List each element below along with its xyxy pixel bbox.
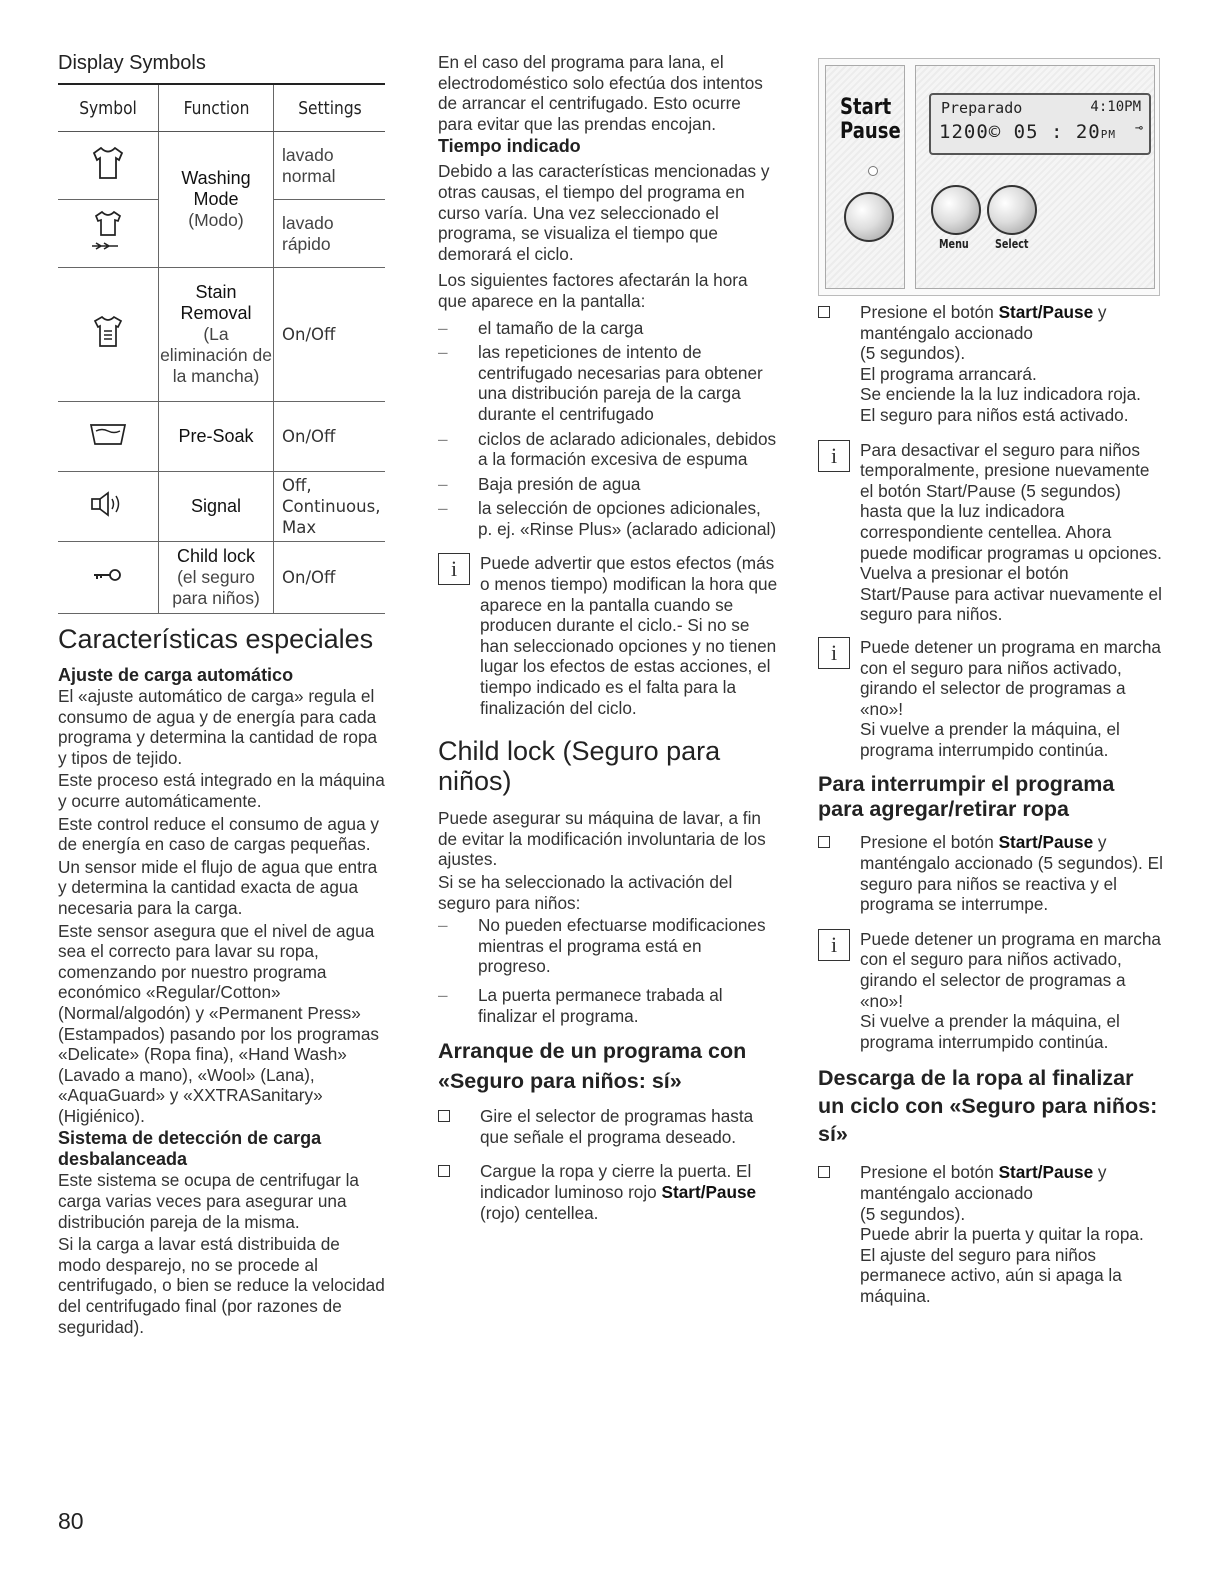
setting-cell: lavado rápido bbox=[274, 200, 386, 268]
display-symbols-table bbox=[58, 83, 385, 614]
info-icon: i bbox=[818, 929, 850, 961]
function-child-lock bbox=[159, 542, 274, 614]
step-line: (5 segundos). bbox=[860, 343, 966, 364]
lcd-time: 4:10PM bbox=[1090, 99, 1141, 115]
col-header-function: Function bbox=[167, 84, 266, 132]
step-text: Presione el botón Start/Pause y manténgalo accionado bbox=[860, 1162, 1107, 1203]
function-label: Child lock bbox=[176, 546, 256, 566]
info-text: Puede detener un programa en marcha con el seguro para niños activado, girando el selector de programas a «no»! bbox=[860, 636, 1161, 719]
key-icon bbox=[58, 542, 159, 614]
paragraph: Si la carga a lavar está distribuida de modo desparejo, no se procede al centrifugado, o bien se reduce la velocidad del centrifugado final (por razones de seguridad). bbox=[58, 1234, 385, 1337]
lock-icon: ⊸ bbox=[1135, 121, 1143, 136]
function-washing-mode bbox=[159, 132, 274, 268]
stain-shirt-icon bbox=[58, 268, 159, 402]
step-line: El ajuste del seguro para niños permanece activo, aún si apaga la máquina. bbox=[860, 1244, 1122, 1306]
menu-label: Menu bbox=[939, 237, 969, 251]
info-text: Si vuelve a prender la máquina, el programa interrumpido continúa. bbox=[860, 719, 1120, 760]
paragraph: Este control reduce el consumo de agua y de energía en caso de cargas pequeñas. bbox=[58, 813, 380, 855]
sistema-section bbox=[58, 1170, 386, 1337]
heading-interrumpir: Para interrumpir el programa para agregar/retirar ropa bbox=[818, 772, 1115, 822]
table-title: Display Symbols bbox=[58, 52, 206, 74]
step-item bbox=[438, 1161, 778, 1223]
lcd-display bbox=[929, 93, 1151, 155]
menu-button[interactable] bbox=[931, 185, 981, 235]
info-icon: i bbox=[818, 637, 850, 669]
step-text: Gire el selector de programas hasta que señale el programa deseado. bbox=[480, 1106, 754, 1147]
paragraph: Este sistema se ocupa de centrifugar la carga varias veces para asegurar una distribución pareja de la misma. bbox=[58, 1170, 359, 1232]
led-indicator bbox=[868, 166, 878, 176]
step-text: Presione el botón Start/Pause y manténgalo accionado bbox=[860, 302, 1107, 343]
table-row bbox=[58, 132, 385, 200]
table-row bbox=[58, 268, 385, 402]
tub-icon bbox=[58, 402, 159, 472]
info-text: Si vuelve a prender la máquina, el programa interrumpido continúa. bbox=[860, 1011, 1120, 1052]
info-icon: i bbox=[818, 440, 850, 472]
checkbox-icon bbox=[818, 836, 830, 848]
function-pre-soak: Pre-Soak bbox=[159, 402, 274, 472]
paragraph: Los siguientes factores afectarán la hora que aparece en la pantalla: bbox=[438, 270, 748, 311]
shirt-icon bbox=[58, 132, 159, 200]
function-stain-removal bbox=[159, 268, 274, 402]
list-item: – el tamaño de la carga bbox=[438, 318, 778, 339]
control-panel-illustration bbox=[818, 58, 1160, 296]
paragraph: Un sensor mide el flujo de agua que entra y determina la cantidad exacta de agua necesaria para la carga. bbox=[58, 856, 378, 918]
step-line: Puede abrir la puerta y quitar la ropa. bbox=[860, 1224, 1144, 1245]
speaker-icon bbox=[58, 472, 159, 542]
table-row bbox=[58, 402, 385, 472]
function-sub: (La eliminación de la mancha) bbox=[160, 324, 272, 386]
list-item: – No pueden efectuarse modificaciones mientras el programa está en progreso. bbox=[438, 915, 778, 977]
heading-sistema: Sistema de detección de carga desbalanceada bbox=[58, 1128, 322, 1170]
childlock-list bbox=[438, 915, 778, 1026]
heading-child-lock: Child lock (Seguro para niños) bbox=[438, 736, 721, 797]
function-label: Stain Removal bbox=[180, 282, 252, 323]
col-header-symbol: Symbol bbox=[65, 84, 151, 132]
step-item bbox=[818, 1162, 1163, 1306]
function-sub: (Modo) bbox=[188, 210, 244, 230]
info-text: Puede advertir que estos efectos (más o menos tiempo) modifican la hora que aparece en la pantalla cuando se producen durante el ciclo.- Si no se han seleccionado opciones y no tienen lugar los efectos de estas acciones, el tiempo indicado es el falta para la finalización del ciclo. bbox=[480, 553, 778, 718]
step-text: Cargue la ropa y cierre la puerta. El indicador luminoso rojo Start/Pause (rojo) centellea. bbox=[480, 1161, 757, 1223]
function-label: Washing Mode bbox=[181, 168, 251, 209]
step-line: El programa arrancará. bbox=[860, 363, 1037, 384]
column-right bbox=[818, 58, 1163, 1321]
lcd-status: Preparado bbox=[941, 99, 1023, 117]
paragraph: Este sensor asegura que el nivel de agua sea el correcto para lavar su ropa, comenzando por nuestro programa económico «Regular/Cotton» (Normal/algodón) y «Permanent Press» (Estampados) pasando por los programas «Delicate» (Ropa fina), «Hand Wash» (Lavado a mano), «Wool» (Lana), «AquaGuard» y «XXTRASanitary» (Higiénico). bbox=[58, 920, 379, 1126]
step-line: (5 segundos). bbox=[860, 1203, 966, 1224]
paragraph: Puede asegurar su máquina de lavar, a fin de evitar la modificación involuntaria de los ajustes. bbox=[438, 808, 766, 870]
info-note bbox=[818, 440, 1163, 625]
info-note bbox=[818, 929, 1163, 1053]
list-item: – las repeticiones de intento de centrifugado necesarias para obtener una distribución pareja de la carga durante el centrifugado bbox=[438, 342, 778, 424]
info-text: Para desactivar el seguro para niños temporalmente, presione nuevamente el botón Start/Pause (5 segundos) hasta que la luz indicadora correspondiente centellea. Ahora puede modificar programas u opciones. Vuelva a presionar el botón Start/Pause para activar nuevamente el seguro para niños. bbox=[860, 439, 1162, 625]
step-item bbox=[818, 302, 1163, 426]
heading-descarga: Descarga de la ropa al finalizar un ciclo con «Seguro para niños: sí» bbox=[818, 1066, 1158, 1147]
step-line: Se enciende la la luz indicadora roja. bbox=[860, 384, 1141, 405]
select-button[interactable] bbox=[987, 185, 1037, 235]
checkbox-icon bbox=[818, 1166, 830, 1178]
start-pause-panel bbox=[825, 65, 905, 289]
shirt-fast-icon bbox=[58, 200, 159, 268]
step-text: Presione el botón Start/Pause y manténgalo accionado (5 segundos). El seguro para niños se reactiva y el programa se interrumpe. bbox=[860, 832, 1163, 915]
setting-cell: Off, Continuous, Max bbox=[274, 472, 386, 542]
list-item: – Baja presión de agua bbox=[438, 474, 778, 495]
info-note bbox=[438, 553, 778, 718]
checkbox-icon bbox=[438, 1110, 450, 1122]
step-item bbox=[438, 1106, 778, 1147]
page-number: 80 bbox=[58, 1508, 84, 1534]
paragraph: Debido a las características mencionadas y otras causas, el tiempo del programa en curso varía. Una vez seleccionado el programa, se visualiza el tiempo que demorará el ciclo. bbox=[438, 161, 770, 264]
list-item: – La puerta permanece trabada al finalizar el programa. bbox=[438, 985, 778, 1026]
list-item: – la selección de opciones adicionales, p. ej. «Rinse Plus» (aclarado adicional) bbox=[438, 498, 778, 539]
info-text: Puede detener un programa en marcha con el seguro para niños activado, girando el selector de programas a «no»! bbox=[860, 928, 1161, 1011]
checkbox-icon bbox=[438, 1165, 450, 1177]
list-item: – ciclos de aclarado adicionales, debidos a la formación excesiva de espuma bbox=[438, 429, 778, 470]
info-note bbox=[818, 637, 1163, 761]
column-left bbox=[58, 52, 386, 1339]
table-row bbox=[58, 542, 385, 614]
setting-cell: lavado normal bbox=[274, 132, 386, 200]
paragraph: Este proceso está integrado en la máquina y ocurre automáticamente. bbox=[58, 770, 385, 811]
function-signal: Signal bbox=[159, 472, 274, 542]
select-label: Select bbox=[995, 237, 1029, 251]
checkbox-icon bbox=[818, 306, 830, 318]
table-row bbox=[58, 472, 385, 542]
paragraph: El «ajuste automático de carga» regula el consumo de agua y de energía para cada programa y determina la cantidad de ropa y tipos de tejido. bbox=[58, 686, 378, 768]
paragraph: En el caso del programa para lana, el electrodoméstico solo efectúa dos intentos de arrancar el centrifugado. Esto ocurre para evitar que las prendas encojan. bbox=[438, 52, 763, 134]
info-icon: i bbox=[438, 553, 470, 585]
function-sub: (el seguro para niños) bbox=[172, 567, 260, 608]
setting-cell: On/Off bbox=[274, 402, 386, 472]
start-pause-button[interactable] bbox=[844, 192, 894, 242]
ajuste-section bbox=[58, 686, 386, 1126]
heading-ajuste: Ajuste de carga automático bbox=[58, 665, 294, 685]
start-label: Start Pause bbox=[840, 95, 901, 144]
lcd-values: 1200© 05 : 20PM bbox=[939, 121, 1116, 143]
column-middle bbox=[438, 52, 778, 1237]
table-header-row bbox=[58, 84, 385, 132]
heading-arranque: Arranque de un programa con «Seguro para niños: sí» bbox=[438, 1039, 747, 1094]
setting-cell: On/Off bbox=[274, 542, 386, 614]
step-item bbox=[818, 832, 1163, 914]
heading-tiempo: Tiempo indicado bbox=[438, 136, 581, 157]
step-line: El seguro para niños está activado. bbox=[860, 404, 1129, 425]
factors-list bbox=[438, 318, 778, 540]
setting-cell: On/Off bbox=[274, 268, 386, 402]
paragraph: Si se ha seleccionado la activación del seguro para niños: bbox=[438, 872, 733, 913]
col-header-settings: Settings bbox=[281, 84, 377, 132]
heading-caracteristicas: Características especiales bbox=[58, 624, 374, 654]
